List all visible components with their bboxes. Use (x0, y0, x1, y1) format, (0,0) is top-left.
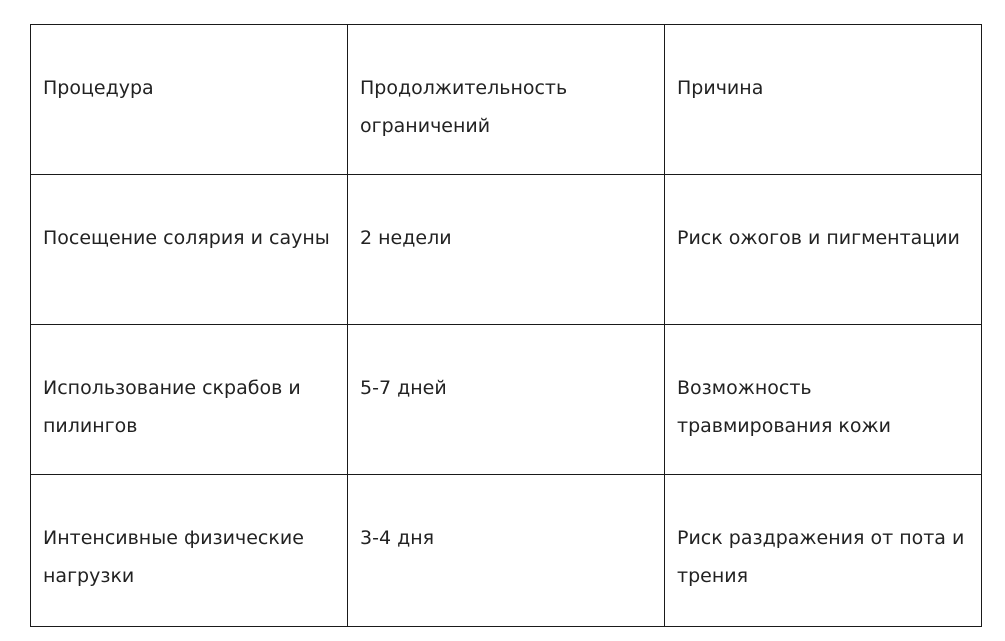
table-cell: Возможность травмирования кожи (665, 325, 982, 475)
table-cell: Риск раздражения от пота и трения (665, 475, 982, 627)
table-cell: Посещение солярия и сауны (31, 175, 348, 325)
header-cell-reason: Причина (665, 25, 982, 175)
restrictions-table (30, 24, 982, 627)
table-row (31, 175, 982, 325)
table-cell: 3-4 дня (348, 475, 665, 627)
table-cell: 2 недели (348, 175, 665, 325)
table-cell: Интенсивные физические нагрузки (31, 475, 348, 627)
table-cell: Риск ожогов и пигментации (665, 175, 982, 325)
header-cell-duration: Продолжительность ограничений (348, 25, 665, 175)
table-row (31, 325, 982, 475)
table-cell: 5-7 дней (348, 325, 665, 475)
table-cell: Использование скрабов и пилингов (31, 325, 348, 475)
table-row (31, 475, 982, 627)
header-cell-procedure: Процедура (31, 25, 348, 175)
table-header-row (31, 25, 982, 175)
